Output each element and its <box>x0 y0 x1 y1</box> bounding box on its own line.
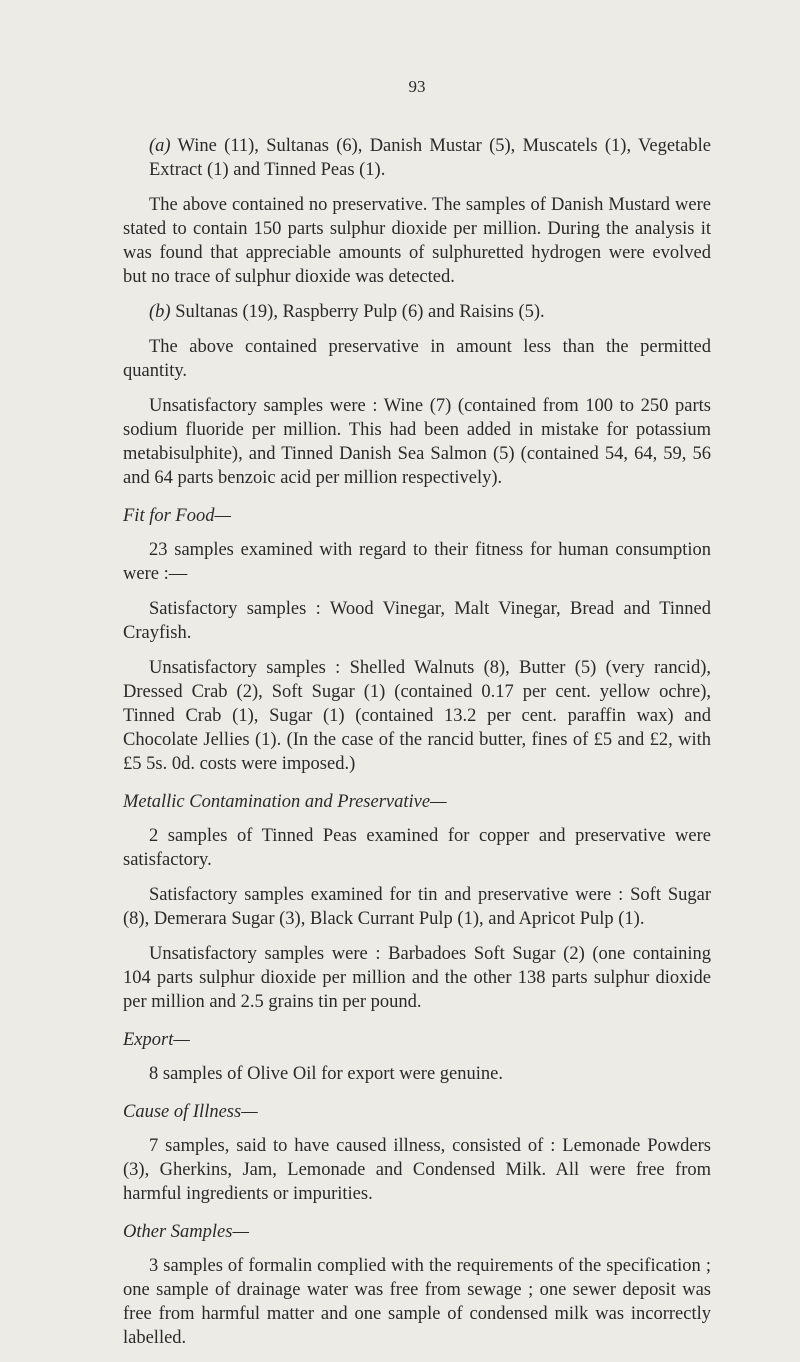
section-heading-other-samples: Other Samples— <box>123 1222 249 1242</box>
paragraph-a-text: Wine (11), Sultanas (6), Danish Mustar (5), Muscatels (1), Vegetable Extract (1) and Tinned Peas (1). <box>149 136 711 180</box>
paragraph: Satisfactory samples examined for tin and preservative were : Soft Sugar (8), Demerara Sugar (3), Black Currant Pulp (1), and Apricot Pulp (1). <box>123 885 711 929</box>
section-heading-metallic-contamination: Metallic Contamination and Preservative— <box>123 792 447 812</box>
paragraph: Unsatisfactory samples were : Wine (7) (contained from 100 to 250 parts sodium fluoride per million. This had been added in mistake for potassium metabisulphite), and Tinned Danish Sea Salmon (5) (contained 54, 64, 59, 56 and 64 parts benzoic acid per million respectively). <box>123 396 711 488</box>
document-body <box>123 134 711 1362</box>
paragraph-b-text: Sultanas (19), Raspberry Pulp (6) and Raisins (5). <box>170 302 545 322</box>
paragraph: 8 samples of Olive Oil for export were genuine. <box>149 1064 503 1084</box>
paragraph: 2 samples of Tinned Peas examined for copper and preservative were satisfactory. <box>123 826 711 870</box>
paragraph: Unsatisfactory samples were : Barbadoes Soft Sugar (2) (one containing 104 parts sulphur dioxide per million and the other 138 parts sulphur dioxide per million and 2.5 grains tin per pound. <box>123 944 711 1012</box>
paragraph-b-label: (b) <box>149 302 171 322</box>
section-heading-cause-of-illness: Cause of Illness— <box>123 1102 258 1122</box>
paragraph: The above contained no preservative. The samples of Danish Mustard were stated to contain 150 parts sulphur dioxide per million. During the analysis it was found that appreciable amounts of sulphuretted hydrogen were evolved but no trace of sulphur dioxide was detected. <box>123 195 711 287</box>
paragraph: Unsatisfactory samples : Shelled Walnuts (8), Butter (5) (very rancid), Dressed Crab (2), Soft Sugar (1) (contained 0.17 per cent. yellow ochre), Tinned Crab (1), Sugar (1) (contained 13.2 per cent. paraffin wax) and Chocolate Jellies (1). (In the case of the rancid butter, fines of £5 and £2, with £5 5s. 0d. costs were imposed.) <box>123 658 711 774</box>
paragraph: 3 samples of formalin complied with the requirements of the specification ; one sample of drainage water was free from sewage ; one sewer deposit was free from harmful matter and one sample of condensed milk was incorrectly labelled. <box>123 1256 711 1348</box>
paragraph: Satisfactory samples : Wood Vinegar, Malt Vinegar, Bread and Tinned Crayfish. <box>123 599 711 643</box>
section-heading-export: Export— <box>123 1030 190 1050</box>
paragraph: The above contained preservative in amount less than the permitted quantity. <box>123 337 711 381</box>
paragraph-a <box>123 134 711 182</box>
paragraph-b <box>123 300 711 324</box>
page-number: 93 <box>408 77 426 96</box>
section-heading-fit-for-food: Fit for Food— <box>123 506 231 526</box>
paragraph: 7 samples, said to have caused illness, consisted of : Lemonade Powders (3), Gherkins, Jam, Lemonade and Condensed Milk. All were free from harmful ingredients or impurities. <box>123 1136 711 1204</box>
paragraph-a-label: (a) <box>149 136 171 156</box>
paragraph: 23 samples examined with regard to their fitness for human consumption were :— <box>123 540 711 584</box>
